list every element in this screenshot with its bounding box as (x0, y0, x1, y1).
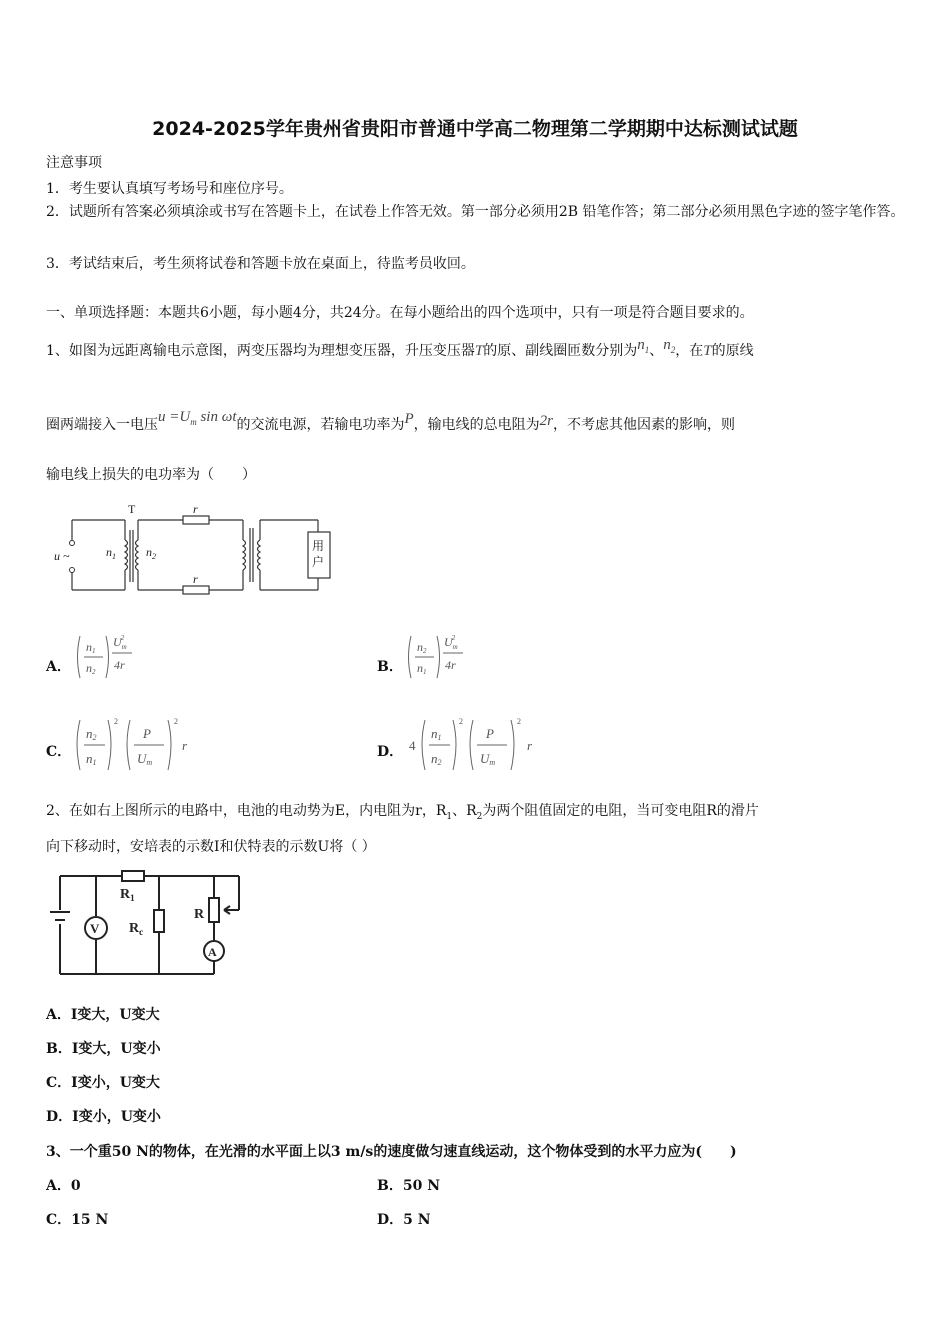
q2-line1: 2、在如右上图所示的电路中，电池的电动势为E，内电阻为r，$R_1$、$R_2$为两个阻值固定的电阻，当可变电阻R的滑片 (46, 803, 759, 822)
svg-text:P: P (143, 726, 151, 741)
svg-text:r: r (527, 738, 533, 753)
q1-option-D-formula (405, 714, 555, 774)
notice-heading: 注意事项 (46, 155, 102, 171)
svg-text:n1: n1 (431, 726, 442, 742)
ammeter-label: A (208, 945, 217, 959)
circuit-label-R: R (194, 907, 205, 922)
q2-option-A[interactable]: A．I变大，U变大 (46, 1007, 160, 1023)
fig-user-char-1: 用 (312, 539, 325, 553)
svg-text:Um: Um (480, 751, 496, 767)
svg-text:n2: n2 (431, 751, 442, 767)
q3-question: 3、一个重50 N的物体，在光滑的水平面上以3 m/s的速度做匀速直线运动，这个物体受到的水平力应为( ) (46, 1144, 737, 1160)
notice-item-3: 3．考试结束后，考生须将试卷和答题卡放在桌面上，待监考员收回。 (46, 256, 475, 272)
transmission-diagram (50, 500, 340, 600)
svg-text:n1: n1 (86, 751, 97, 767)
fig-label-r-bottom: r (193, 572, 198, 586)
circuit-label-R2: $R_c$ (129, 921, 144, 937)
svg-text:Um2: $U_m2$ (444, 634, 458, 651)
fig-user-char-2: 户 (312, 555, 325, 569)
svg-text:n1: n1 (417, 661, 427, 676)
q2-option-B[interactable]: B．I变大，U变小 (46, 1041, 161, 1057)
notice-item-1: 1．考生要认真填写考场号和座位序号。 (46, 181, 293, 197)
svg-text:n1: n1 (86, 640, 96, 655)
svg-text:n2: n2 (417, 640, 427, 655)
svg-text:4: 4 (409, 738, 416, 753)
svg-text:4r: 4r (114, 658, 125, 672)
svg-text:2: 2 (174, 717, 178, 726)
q1-option-A-formula (74, 632, 154, 682)
q3-option-A[interactable]: A．0 (46, 1178, 81, 1194)
q1-option-B-formula (405, 632, 485, 682)
fig-label-n1: $n_1$ (106, 545, 116, 561)
q1-option-C-formula (74, 714, 204, 774)
q3-option-C[interactable]: C．15 N (46, 1212, 109, 1228)
svg-text:2: 2 (114, 717, 118, 726)
circuit-diagram (44, 866, 244, 981)
svg-text:2: 2 (517, 717, 521, 726)
q3-option-D[interactable]: D．5 N (377, 1212, 431, 1228)
q1-line2: 圈两端接入一电压$u =U_m$ sin ωt的交流电源，若输电功率为P，输电线的总电阻为2r，不考虑其他因素的影响，则 (46, 409, 735, 433)
page-title: 2024-2025学年贵州省贵阳市普通中学高二物理第二学期期中达标测试试题 (152, 118, 798, 140)
q2-option-D[interactable]: D．I变小，U变小 (46, 1109, 161, 1125)
svg-text:Um2: $U_m2$ (113, 634, 127, 651)
svg-text:Um: Um (137, 751, 153, 767)
q2-line2: 向下移动时，安培表的示数I和伏特表的示数U将（ ） (46, 839, 376, 855)
svg-text:n2: n2 (86, 726, 97, 742)
fig-label-r-top: r (193, 502, 198, 516)
fig-label-u: u ~ (54, 549, 70, 563)
q2-option-C[interactable]: C．I变小，U变大 (46, 1075, 160, 1091)
svg-text:4r: 4r (445, 658, 456, 672)
circuit-label-R1: $R_1$ (120, 887, 135, 903)
q3-option-B[interactable]: B．50 N (377, 1178, 440, 1194)
svg-text:P: P (486, 726, 494, 741)
fig-label-n2: $n_2$ (146, 545, 156, 561)
svg-text:r: r (182, 738, 188, 753)
svg-text:2: 2 (459, 717, 463, 726)
section-heading: 一、单项选择题：本题共6小题，每小题4分，共24分。在每小题给出的四个选项中，只有一项是符合题目要求的。 (46, 305, 754, 321)
fig-label-T: T (128, 502, 136, 516)
notice-item-2: 2．试题所有答案必须填涂或书写在答题卡上，在试卷上作答无效。第一部分必须用2B 铅笔作答；第二部分必须用黑色字迹的签字笔作答。 (46, 204, 905, 220)
svg-text:n2: n2 (86, 661, 96, 676)
q1-line3: 输电线上损失的电功率为（ ） (46, 467, 256, 483)
voltmeter-label: V (90, 921, 100, 936)
q1-line1: 1、如图为远距离输电示意图，两变压器均为理想变压器，升压变压器T的原、副线圈匝数分别为$n_1$、$n_2$，在T的原线 (46, 337, 754, 359)
